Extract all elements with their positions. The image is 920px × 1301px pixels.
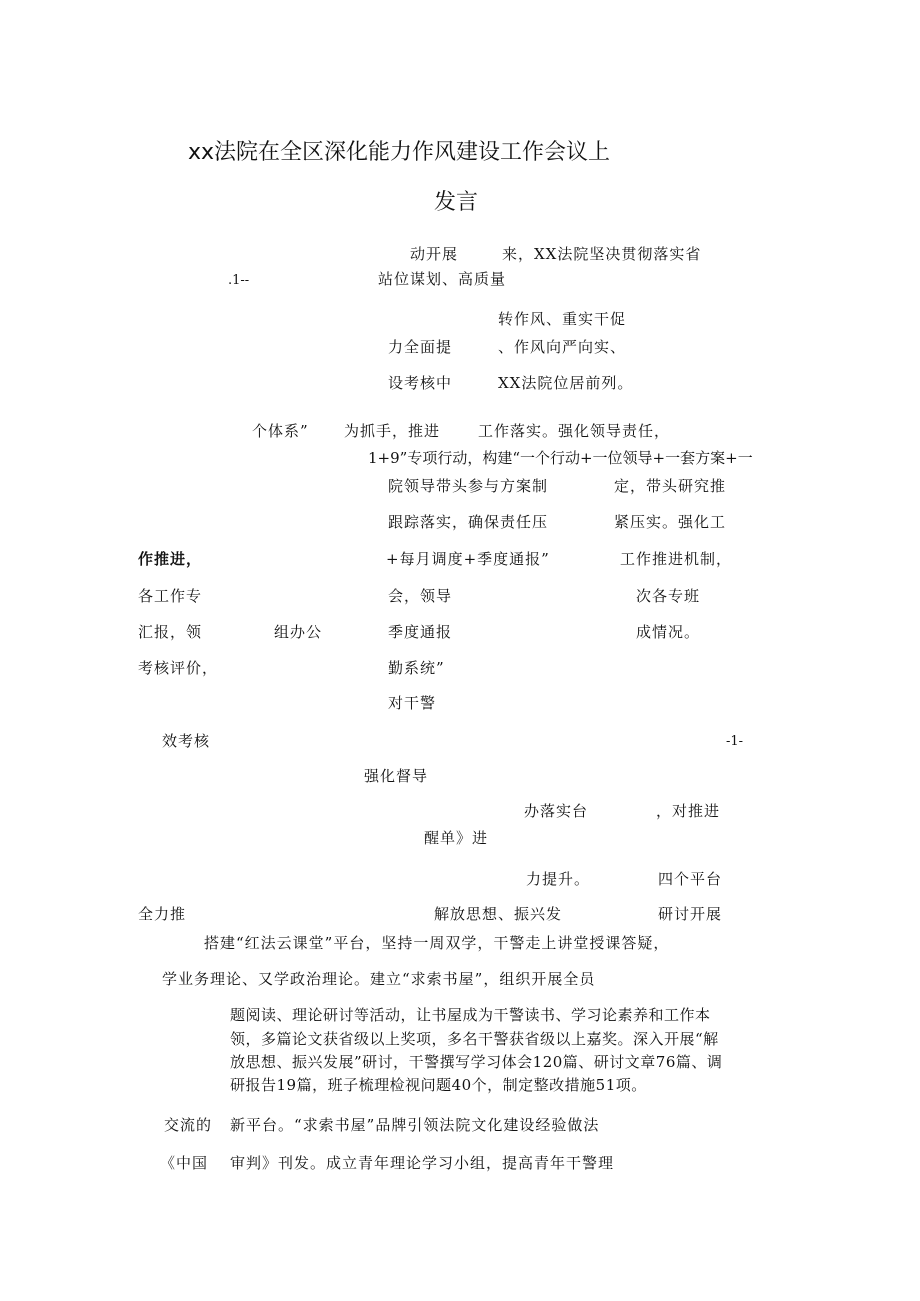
text-fragment: 工作推进机制， (620, 550, 733, 568)
text-fragment: 工作落实。强化领导责任， (478, 422, 671, 440)
text-fragment: 为抓手，推进 (344, 422, 441, 440)
text-fragment: 会，领导 (388, 587, 453, 605)
text-fragment: 解放思想、振兴发 (434, 905, 563, 923)
text-fragment: 考核评价， (138, 659, 219, 677)
paragraph-line: 放思想、振兴发展”研讨，干警撰写学习体会120篇、研讨文章76篇、调 (230, 1053, 723, 1071)
text-fragment: 交流的 (164, 1116, 213, 1134)
text-fragment: 站位谋划、高质量 (378, 270, 507, 288)
paragraph-line: 题阅读、理论研讨等活动，让书屋成为干警读书、学习论素养和工作本 (230, 1006, 711, 1024)
text-fragment: 院领导带头参与方案制 (388, 477, 549, 495)
text-fragment: 转作风、重实干促 (498, 310, 627, 328)
text-fragment: 醒单》进 (424, 829, 489, 847)
text-fragment: 作推进， (138, 550, 203, 568)
text-fragment: 《中国 (160, 1154, 209, 1172)
text-fragment: 审判》刊发。成立青年理论学习小组，提高青年干警理 (230, 1154, 615, 1172)
text-fragment: 强化督导 (364, 767, 429, 785)
text-fragment: 效考核 (162, 732, 211, 750)
text-fragment: 定，带头研究推 (614, 477, 727, 495)
text-fragment: 新平台。“求索书屋”品牌引领法院文化建设经验做法 (230, 1116, 600, 1134)
text-fragment: .1-- (228, 273, 250, 288)
text-fragment: +每月调度+季度通报” (386, 550, 550, 568)
text-fragment: 学业务理论、又学政治理论。建立“求索书屋”，组织开展全员 (162, 970, 596, 988)
text-fragment: 力全面提 (388, 338, 453, 356)
text-fragment: 动开展 (410, 245, 459, 263)
text-fragment: 1+9”专项行动，构建“一个行动+一位领导+一套方案+一 (368, 449, 753, 467)
text-fragment: 汇报，领 (138, 623, 203, 641)
text-fragment: 个体系” (252, 422, 309, 440)
text-fragment: 各工作专 (138, 587, 203, 605)
text-fragment: 研讨开展 (658, 905, 723, 923)
text-fragment: 紧压实。强化工 (614, 513, 727, 531)
text-fragment: 四个平台 (658, 870, 723, 888)
title-line-1: xx法院在全区深化能力作风建设工作会议上 (188, 140, 611, 165)
text-fragment: 、作风向严向实、 (498, 338, 627, 356)
text-fragment: 季度通报 (388, 623, 453, 641)
text-fragment: 搭建“红法云课堂”平台，坚持一周双学，干警走上讲堂授课答疑， (204, 934, 670, 952)
text-fragment: 设考核中 (388, 374, 453, 392)
text-fragment: 勤系统” (388, 659, 445, 677)
page-number: -1- (726, 734, 744, 749)
paragraph-line: 研报告19篇，班子梳理检视问题40个，制定整改措施51项。 (230, 1076, 647, 1094)
text-fragment: 力提升。 (526, 870, 591, 888)
text-fragment: 组办公 (274, 623, 323, 641)
text-fragment: 对干警 (388, 694, 437, 712)
title-line-2: 发言 (434, 190, 479, 215)
text-fragment: 成情况。 (636, 623, 701, 641)
paragraph-line: 领，多篇论文获省级以上奖项，多名干警获省级以上嘉奖。深入开展“解 (230, 1030, 719, 1048)
text-fragment: 办落实台 (524, 802, 589, 820)
text-fragment: 全力推 (138, 905, 187, 923)
text-fragment: 次各专班 (636, 587, 701, 605)
text-fragment: 跟踪落实，确保责任压 (388, 513, 549, 531)
text-fragment: XX法院位居前列。 (498, 374, 634, 392)
text-fragment: ，对推进 (656, 802, 721, 820)
text-fragment: 来，XX法院坚决贯彻落实省 (502, 245, 702, 263)
